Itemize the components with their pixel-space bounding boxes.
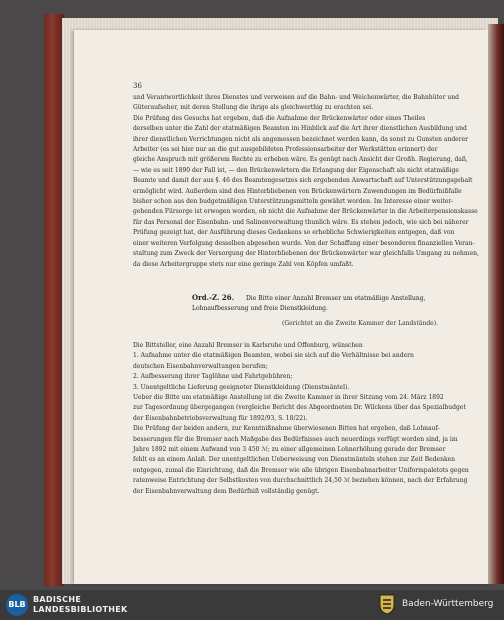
heading-line-2: Lohnaufbesserung und freie Dienstkleidung. xyxy=(192,305,328,313)
coat-of-arms-icon xyxy=(378,593,396,615)
paragraph-1-line: bisher schon aus den budgetmäßigen Unterstützungsmitteln gewährt worden. Im Interesse einer weiter- xyxy=(133,198,454,206)
paragraph-2-line: 2. Aufbesserung ihrer Taglöhne und Fahrtgebühren; xyxy=(133,373,293,381)
paragraph-1 xyxy=(133,93,479,270)
paragraph-1-line: — wie es seit 1890 der Fall ist, — den Brückenwärtern die Erlangung der Eigenschaft als nicht etatmäßige xyxy=(133,166,459,174)
paragraph-2-line: Jahre 1892 mit einem Aufwand von 3 450 ℳ; zu einer allgemeinen Lohnerhöhung gerade der Bremser xyxy=(133,446,446,454)
heading-referral: (Gerichtet an die Zweite Kammer der Landstände). xyxy=(282,320,438,327)
paragraph-1-line: Güteraufseher, mit deren Stellung die ihrige als gleichwerthig zu erachten sei. xyxy=(133,104,373,112)
blb-logo-icon[interactable]: BLB xyxy=(6,594,28,616)
paragraph-2-line: fehlt es an einem Anlaß. Der unentgeltlichen Ueberweisung von Dienstmänteln stehen zur Zeit Bedenken xyxy=(133,456,456,464)
paragraph-2-line: der Eisenbahnbetriebsverwaltung für 1892/93, S. 18/22). xyxy=(133,414,308,422)
paragraph-2-line: entgegen, zumal die Einrichtung, daß die Bremser wie alle übrigen Eisenbahnarbeiter Uniformpaletots gegen xyxy=(133,466,469,474)
paragraph-2-line: Die Bittsteller, eine Anzahl Bremser in Karlsruhe und Offenburg, wünschen xyxy=(133,342,363,349)
paragraph-1-line: Beamte und damit der aus §. 46 des Beamtengesetzes sich ergebenden Anwartschaft auf Unterstützungsgehalt xyxy=(133,177,473,185)
paragraph-1-line: ermöglicht wird. Außerdem sind den Hinterbliebenen von Brückenwärtern Zuwendungen im Bedürfnißfalle xyxy=(133,187,462,195)
paragraph-1-line: gleiche Anspruch mit größerem Rechte zu erheben wäre. Es genügt nach Ansicht der Großh. Regierung, daß, xyxy=(133,156,468,164)
paragraph-1-line: Prüfung gezeigt hat, der Ausführung dieses Gedankens so erhebliche Schwierigkeiten entgegen, daß von xyxy=(133,229,455,237)
library-name-line-1: BADISCHE xyxy=(33,595,82,604)
paragraph-1-line: staltung zum Zweck der Versorgung der Hinterbliebenen der Brückenwärter war gleichfalls Umgang zu nehmen, xyxy=(133,250,479,258)
heading-line-1: Die Bitte einer Anzahl Bremser um etatmäßige Anstellung, xyxy=(245,295,426,302)
paragraph-1-line: gehenden Fürsorge ist erwogen worden, ob nicht die Aufnahme der Brückenwärter in die Arbeiterpensionskasse xyxy=(133,208,478,216)
paragraph-1-line: für das Personal der Eisenbahn- und Salinenverwaltung thunlich wäre. Es stehen jedoch, wie sich bei näherer xyxy=(133,218,469,226)
paragraph-1-line: Die Prüfung des Gesuchs hat ergeben, daß die Aufnahme der Brückenwärter oder eines Theiles xyxy=(133,114,426,122)
paragraph-2-line: ratenweise Entrichtung der Selbstkosten von durchschnittlich 24,50 ℳ beziehen können, nach der Erfahrung xyxy=(133,477,468,485)
paragraph-2-line: der Eisenbahnverwaltung dem Bedürfniß vollständig genügt. xyxy=(133,487,320,495)
paragraph-2-line: Die Prüfung der beiden andern, zur Kenntnißnahme überwiesenen Bitten hat ergeben, daß Lohnauf- xyxy=(133,425,440,433)
paragraph-1-line: ihrer dienstlichen Verrichtungen nicht als angemessen bezeichnet werden kann, da sonst zu Gunsten anderer xyxy=(133,135,469,143)
paragraph-2-line: deutschen Eisenbahnverwaltungen berufen; xyxy=(133,362,268,370)
page-number: 36 xyxy=(133,82,142,90)
paragraph-2-line: 3. Unentgeltliche Lieferung geeigneter Dienstkleidung (Dienstmäntel). xyxy=(133,383,350,391)
paragraph-1-line: und Verantwortlichkeit ihres Dienstes und verweisen auf die Bahn- und Weichenwärter, die Bahnhüter und xyxy=(133,94,459,101)
paragraph-2 xyxy=(133,341,479,497)
paragraph-1-line: einer weiteren Verfolgung desselben abgesehen wurde. Von der Schaffung einer besonderen finanziellen Veran- xyxy=(133,239,475,247)
paragraph-1-line: derselben unter die Zahl der etatmäßigen Beamten im Hinblick auf die Art ihrer dienstlichen Ausbildung und xyxy=(133,125,467,133)
book-spine xyxy=(44,14,64,586)
library-name[interactable] xyxy=(33,595,128,615)
paragraph-2-line: besserungen für die Bremser nach Maßgabe des Bedürfnisses auch neuerdings verfügt worden sind, ja im xyxy=(133,435,458,443)
book-cover-edge xyxy=(488,24,504,584)
heading-number: Ord.-Z. 26. xyxy=(192,293,235,302)
paragraph-1-line: Arbeiter (es sei hier nur an die gut ausgebildeten Professionsarbeiter der Werkstätten erinnert) der xyxy=(133,146,438,154)
paragraph-2-line: zur Tagesordnung übergegangen (vergleiche Bericht des Abgeordneten Dr. Wilckens über das Spezialbudget xyxy=(133,404,466,412)
library-name-line-2: LANDESBIBLIOTHEK xyxy=(33,605,128,614)
paragraph-1-line: da diese Arbeitergruppe stets nur eine geringe Zahl von Köpfen umfaßt. xyxy=(133,260,354,268)
paragraph-2-line: 1. Aufnahme unter die etatmäßigen Beamten, wobei sie sich auf die Verhältnisse bei andern xyxy=(133,352,414,360)
section-heading xyxy=(192,293,482,315)
state-name[interactable]: Baden-Württemberg xyxy=(402,599,494,609)
paragraph-2-line: Ueber die Bitte um etatmäßige Anstellung ist die Zweite Kammer in ihrer Sitzung vom 24. März 1892 xyxy=(133,394,444,402)
